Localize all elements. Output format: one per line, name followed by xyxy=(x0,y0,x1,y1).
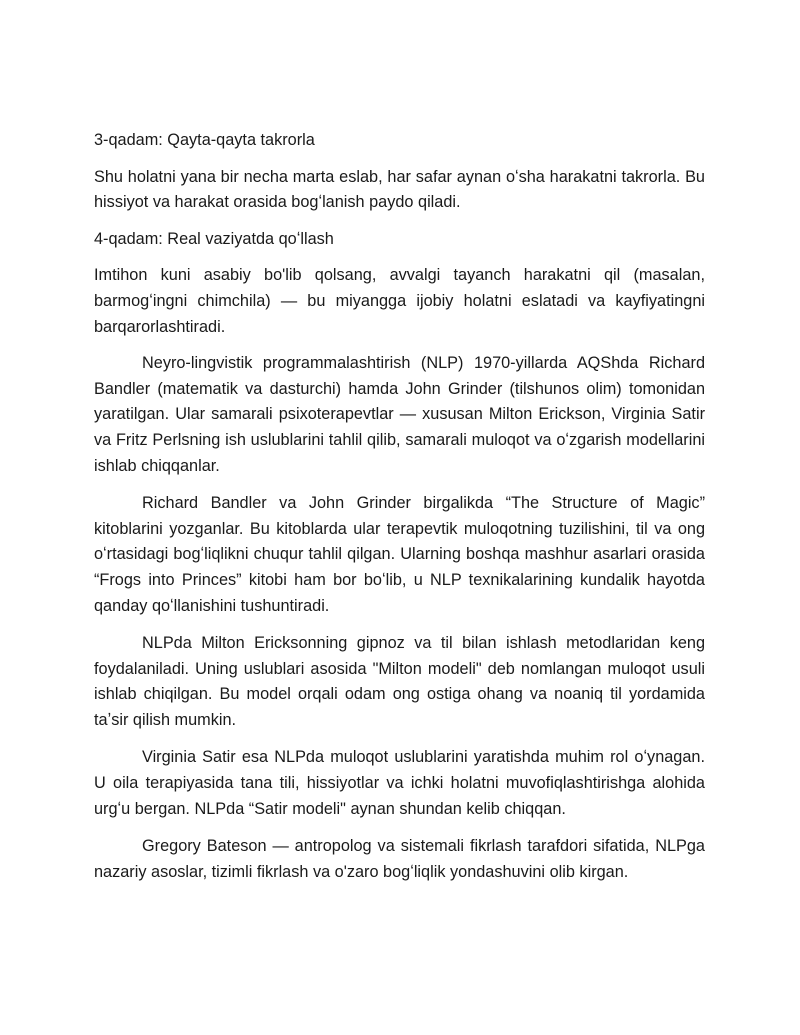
step-4-heading: 4-qadam: Real vaziyatda qoʻllash xyxy=(94,229,334,248)
paragraph-bateson: Gregory Bateson — antropolog va sistemali fikrlash tarafdori sifatida, NLPga nazariy asoslar, tizimli fikrlash va o'zaro bogʻliqlik yondashuvini olib kirgan. xyxy=(94,837,705,881)
step-3-heading: 3-qadam: Qayta-qayta takrorla xyxy=(94,131,315,149)
paragraph-nlp-origin: Neyro-lingvistik programmalashtirish (NLP) 1970-yillarda AQShda Richard Bandler (matematik va dasturchi) hamda John Grinder (tilshunos olim) tomonidan yaratilgan. Ular samarali psixoterapevtlar — xususan Milton Erickson, Virginia Satir va Fritz Perlsning ish uslublarini tahlil qilib, samarali muloqot va oʻzgarish modellarini ishlab chiqqanlar. xyxy=(94,354,705,475)
step-3-text: Shu holatni yana bir necha marta eslab, har safar aynan oʻsha harakatni takrorla. Bu hissiyot va harakat orasida bogʻlanish paydo qiladi. xyxy=(94,167,705,212)
step-4-text: Imtihon kuni asabiy bo'lib qolsang, avvalgi tayanch harakatni qil (masalan, barmogʻingni chimchila) — bu miyangga ijobiy holatni eslatadi va kayfiyatingni barqarorlashtiradi. xyxy=(94,266,705,336)
paragraph-structure-of-magic: Richard Bandler va John Grinder birgalikda “The Structure of Magic” kitoblarini yozganlar. Bu kitoblarda ular terapevtik muloqotning tuzilishini, til va ong oʻrtasidagi bogʻliqlikni chuqur tahlil qilgan. Ularning boshqa mashhur asarlari orasida “Frogs into Princes” kitobi ham bor boʻlib, u NLP texnikalarining kundalik hayotda qanday qoʻllanishini tushuntiradi. xyxy=(94,494,705,615)
document-body xyxy=(94,128,705,897)
paragraph-satir-model: Virginia Satir esa NLPda muloqot uslublarini yaratishda muhim rol oʻynagan. U oila terapiyasida tana tili, hissiyotlar va ichki holatni muvofiqlashtirishga alohida urgʻu bergan. NLPda “Satir modeli" aynan shundan kelib chiqqan. xyxy=(94,748,705,818)
paragraph-milton-model: NLPda Milton Ericksonning gipnoz va til bilan ishlash metodlaridan keng foydalaniladi. Uning uslublari asosida "Milton modeli" deb nomlangan muloqot usuli ishlab chiqilgan. Bu model orqali odam ong ostiga ohang va noaniq til yordamida taʼsir qilish mumkin. xyxy=(94,634,705,729)
